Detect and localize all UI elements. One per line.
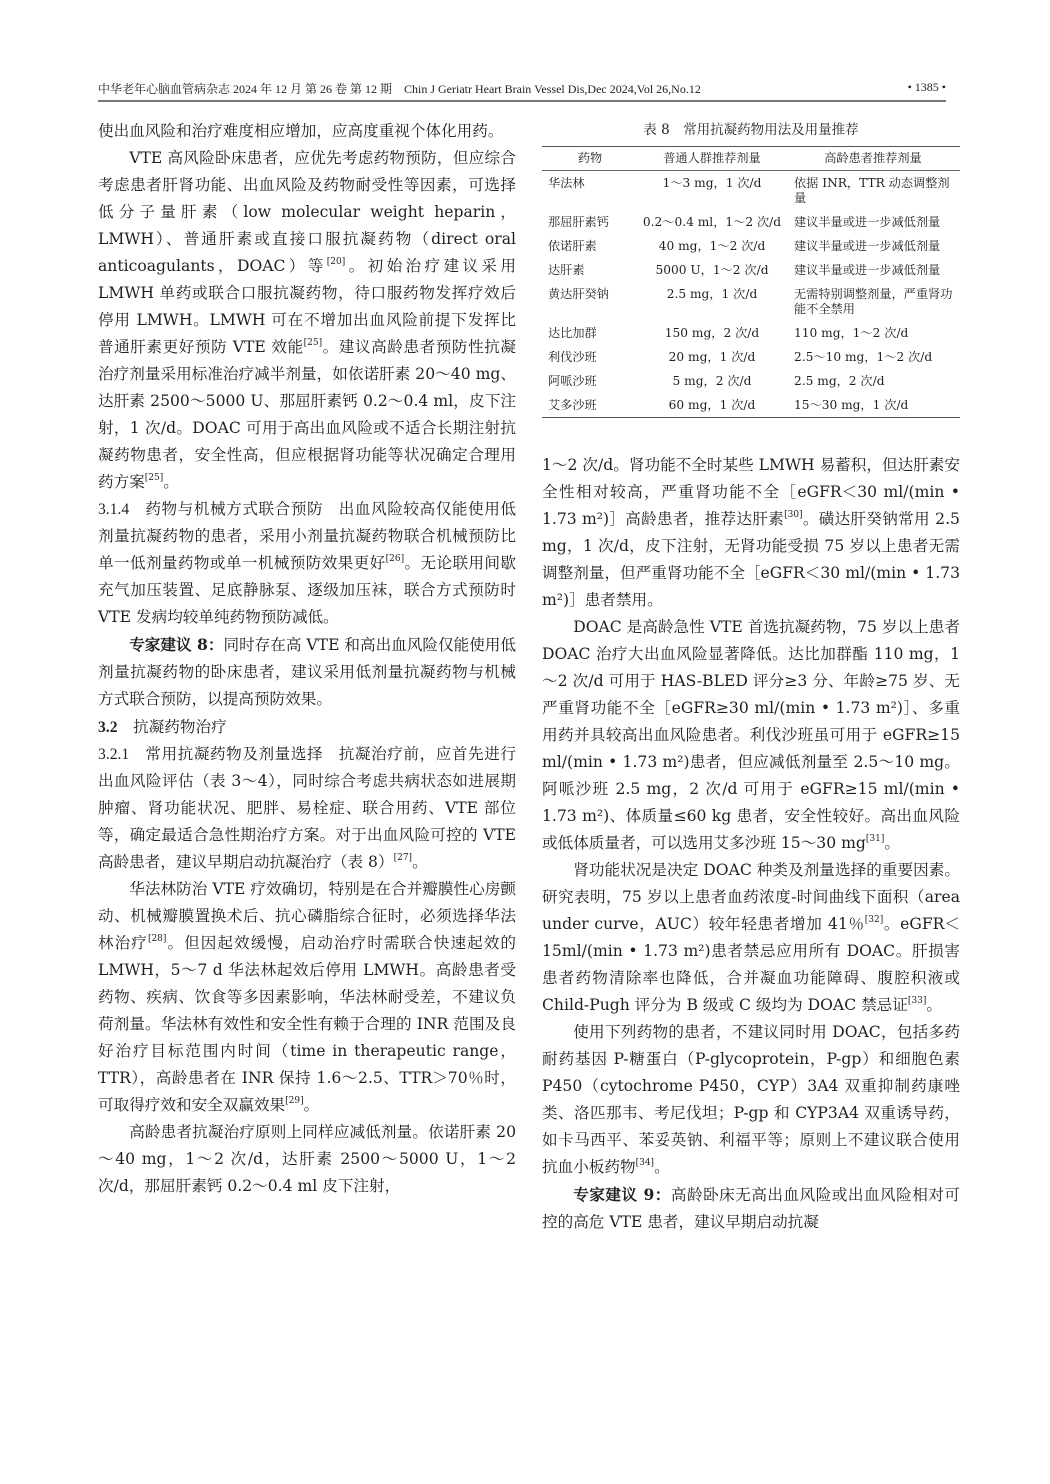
paragraph-text: 。eGFR＜15ml/(min • 1.73 m²)患者禁忌应用所有 DOAC。肝损害患者药物清除率也降低，合并凝血功能障碍、腹腔积液或 Child-Pugh 评分为 B 级或 C 级均为 DOAC 禁忌证 — [542, 915, 960, 1014]
paragraph-text: 使用下列药物的患者，不建议同时用 DOAC，包括多药耐药基因 P-糖蛋白（P-glycoprotein，P-gp）和细胞色素 P450（cytochrome P450，CYP）3A4 双重抑制药康唑类、洛匹那韦、考尼伐坦；P-gp 和 CYP3A4 双重诱导药，如卡马西平、苯妥英钠、利福平等；原则上不建议联合使用抗血小板药物 — [542, 1023, 960, 1176]
table-row — [542, 369, 960, 393]
citation-ref[interactable]: [29] — [285, 1096, 304, 1106]
citation-ref[interactable]: [27] — [393, 853, 413, 863]
citation-ref[interactable]: [20] — [326, 257, 346, 267]
table-row — [542, 282, 960, 321]
table-row — [542, 234, 960, 258]
cell-drug: 华法林 — [548, 176, 585, 190]
cell-general-dose: 60 mg，1 次/d — [668, 398, 756, 412]
cell-elderly-dose: 2.5 mg，2 次/d — [794, 374, 885, 388]
cell-elderly-dose: 2.5～10 mg，1～2 次/d — [794, 350, 933, 364]
citation-ref[interactable]: [33] — [907, 996, 927, 1006]
paragraph-text: 。 — [926, 996, 942, 1014]
section-number: 3.2.1 — [98, 746, 130, 763]
paragraph — [542, 1019, 960, 1181]
cell-general-dose: 2.5 mg，1 次/d — [666, 287, 758, 301]
paragraph — [98, 876, 516, 1119]
paragraph-text: 抗凝治疗前，应首先进行出血风险评估（表 3～4），同时综合考虑共病状态如进展期肿瘤、肾功能状况、肥胖、易栓症、联合用药、VTE 部位等，确定最适合急性期治疗方案。对于出血风险可控的 VTE 高龄患者，建议早期启动抗凝治疗（表 8） — [98, 745, 516, 871]
recommendation-text: 同时存在高 VTE 和高出血风险仅能使用低剂量抗凝药物的卧床患者，建议采用低剂量抗凝药物与机械方式联合预防，以提高预防效果。 — [98, 636, 516, 708]
cell-elderly-dose: 建议半量或进一步减低剂量 — [794, 263, 941, 277]
table-header-row — [542, 147, 960, 171]
paragraph — [98, 118, 516, 145]
paragraph-text: 。但因起效缓慢，启动治疗时需联合快速起效的 LMWH，5～7 d 华法林起效后停用 LMWH。高龄患者受药物、疾病、饮食等多因素影响，华法林耐受差，不建议负荷剂量。华法林有效性和安全性有赖于合理的 INR 范围及良好治疗目标范围内时间（time in therapeutic range，TTR），高龄患者在 INR 保持 1.6～2.5、TTR＞70％时，可取得疗效和安全双赢效果 — [98, 934, 516, 1114]
citation-ref[interactable]: [34] — [635, 1158, 655, 1168]
paragraph-text: 1～2 次/d。肾功能不全时某些 LMWH 易蓄积，但达肝素安全性相对较高，严重肾功能不全［eGFR＜30 ml/(min • 1.73 m²)］高龄患者，推荐达肝素 — [542, 456, 960, 528]
cell-elderly-dose: 依据 INR，TTR 动态调整剂量 — [794, 176, 950, 205]
cell-drug: 依诺肝素 — [548, 239, 597, 253]
dosage-table — [542, 146, 960, 418]
cell-general-dose: 40 mg，1～2 次/d — [658, 239, 766, 253]
citation-ref[interactable]: [28] — [147, 934, 167, 944]
paragraph-text: 。 — [884, 834, 900, 852]
column-header-general-dose: 普通人群推荐剂量 — [638, 147, 786, 171]
paragraph-text: DOAC 是高龄急性 VTE 首选抗凝药物，75 岁以上患者 DOAC 治疗大出血风险显著降低。达比加群酯 110 mg，1～2 次/d 可用于 HAS-BLED 评分≥3 分、年龄≥75 岁、无严重肾功能不全［eGFR≥30 ml/(min • 1.73 m²)］、多重用药并具较高出血风险患者。利伐沙班虽可用于 eGFR≥15 ml/(min • 1.73 m²)患者，但应减低剂量至 2.5～10 mg。阿哌沙班 2.5 mg，2 次/d 可用于 eGFR≥15 ml/(min • 1.73 m²)、体质量≤60 kg 患者，安全性较好。高出血风险或低体质量者，可以选用艾多沙班 15～30 mg — [542, 618, 960, 852]
cell-drug: 那屈肝素钙 — [548, 215, 609, 229]
cell-general-dose: 150 mg，2 次/d — [664, 326, 760, 340]
cell-drug: 黄达肝癸钠 — [548, 287, 609, 301]
paragraph-text: 。 — [303, 1096, 320, 1114]
table-row — [542, 321, 960, 345]
section-title: 抗凝药物治疗 — [133, 718, 227, 736]
recommendation-label: 专家建议 8： — [129, 635, 224, 654]
table-row — [542, 258, 960, 282]
right-column — [542, 452, 960, 1236]
paragraph-text: 。 — [412, 853, 428, 871]
header-divider — [98, 100, 946, 102]
paragraph-text: 高龄患者抗凝治疗原则上同样应减低剂量。依诺肝素 20～40 mg，1～2 次/d，达肝素 2500～5000 U，1～2 次/d，那屈肝素钙 0.2～0.4 ml 皮下注射， — [98, 1123, 516, 1195]
table-row — [542, 210, 960, 234]
section-title: 药物与机械方式联合预防 — [144, 500, 324, 518]
expert-recommendation-8 — [98, 631, 516, 713]
cell-elderly-dose: 110 mg，1～2 次/d — [794, 326, 909, 340]
paragraph — [542, 452, 960, 614]
cell-drug: 达肝素 — [548, 263, 585, 277]
expert-recommendation-9 — [542, 1181, 960, 1236]
page-number: • 1385 • — [907, 80, 946, 94]
table-caption — [542, 118, 960, 142]
table-row — [542, 171, 960, 211]
paragraph — [542, 614, 960, 857]
citation-ref[interactable]: [30] — [784, 510, 803, 520]
section-3-2-1 — [98, 741, 516, 876]
paragraph-text: 出血风险较高仅能使用低剂量抗凝药物的患者，采用小剂量抗凝药物联合机械预防比单一低剂量药物或单一机械预防效果更好 — [98, 500, 516, 572]
citation-ref[interactable]: [25] — [144, 473, 164, 483]
cell-general-dose: 5 mg，2 次/d — [672, 374, 752, 388]
section-3-1-4 — [98, 496, 516, 631]
citation-ref[interactable]: [25] — [303, 338, 323, 348]
journal-citation: 中华老年心脑血管病杂志 2024 年 12 月 第 26 卷 第 12 期 Chin J Geriatr Heart Brain Vessel Dis,Dec 2024,Vol 26,No.12 — [98, 82, 701, 96]
table-8 — [542, 118, 960, 418]
table-row — [542, 393, 960, 418]
cell-drug: 阿哌沙班 — [548, 374, 597, 388]
cell-elderly-dose: 建议半量或进一步减低剂量 — [794, 239, 941, 253]
paragraph-text: 。磺达肝癸钠常用 2.5 mg，1 次/d，皮下注射，无肾功能受损 75 岁以上患者无需调整剂量，但严重肾功能不全［eGFR＜30 ml/(min • 1.73 m²)］患者禁用。 — [542, 510, 960, 609]
section-number: 3.2 — [98, 719, 118, 736]
paragraph — [98, 145, 516, 496]
paragraph — [542, 857, 960, 1019]
citation-ref[interactable]: [32] — [864, 915, 884, 925]
paragraph-text: 使出血风险和治疗难度相应增加，应高度重视个体化用药。 — [98, 122, 504, 140]
running-header — [98, 78, 946, 98]
left-column — [98, 118, 516, 1200]
paragraph-text: 。 — [163, 473, 179, 491]
column-header-elderly-dose: 高龄患者推荐剂量 — [786, 147, 960, 171]
cell-drug: 艾多沙班 — [548, 398, 597, 412]
section-heading-3-2 — [98, 713, 516, 741]
paragraph-text: 。建议高龄患者预防性抗凝治疗剂量采用标准治疗减半剂量，如依诺肝素 20～40 mg、达肝素 2500～5000 U、那屈肝素钙 0.2～0.4 ml，皮下注射，1 次/d。DOAC 可用于高出血风险或不适合长期注射抗凝药物患者，安全性高，但应根据肾功能等状况确定合理用药方案 — [98, 338, 516, 491]
paragraph — [98, 1119, 516, 1200]
paragraph-text: 。 — [654, 1158, 670, 1176]
table-title: 常用抗凝药物用法及用量推荐 — [683, 122, 859, 138]
paragraph-text: 华法林防治 VTE 疗效确切，特别是在合并瓣膜性心房颤动、机械瓣膜置换术后、抗心磷脂综合征时，必须选择华法林治疗 — [98, 880, 516, 952]
citation-ref[interactable]: [31] — [865, 834, 885, 844]
section-number: 3.1.4 — [98, 501, 130, 518]
paragraph-text: VTE 高风险卧床患者，应优先考虑药物预防，但应综合考虑患者肝肾功能、出血风险及药物耐受性等因素，可选择低分子量肝素（low molecular weight heparin，LMWH）、普通肝素或直接口服抗凝药物（direct oral anticoagulants，DOAC）等 — [98, 149, 516, 275]
paragraph-text: 肾功能状况是决定 DOAC 种类及剂量选择的重要因素。研究表明，75 岁以上患者血药浓度-时间曲线下面积（area under curve，AUC）较年轻患者增加 41％ — [542, 861, 960, 933]
cell-general-dose: 1～3 mg，1 次/d — [662, 176, 762, 190]
table-row — [542, 345, 960, 369]
cell-drug: 利伐沙班 — [548, 350, 597, 364]
section-title: 常用抗凝药物及剂量选择 — [144, 745, 324, 763]
cell-elderly-dose: 无需特别调整剂量，严重肾功能不全禁用 — [794, 287, 953, 316]
cell-general-dose: 5000 U，1～2 次/d — [655, 263, 769, 277]
cell-drug: 达比加群 — [548, 326, 597, 340]
cell-elderly-dose: 建议半量或进一步减低剂量 — [794, 215, 941, 229]
recommendation-label: 专家建议 9： — [573, 1185, 671, 1204]
table-number: 表 8 — [643, 122, 670, 138]
paragraph-text: 。无论联用间歇充气加压装置、足底静脉泵、逐级加压袜，联合方式预防时 VTE 发病均较单纯药物预防减低。 — [98, 554, 516, 626]
citation-ref[interactable]: [26] — [385, 554, 405, 564]
paragraph-text: 。初始治疗建议采用 LMWH 单药或联合口服抗凝药物，待口服药物发挥疗效后停用 LMWH。LMWH 可在不增加出血风险前提下发挥比普通肝素更好预防 VTE 效能 — [98, 257, 516, 356]
column-header-drug: 药物 — [542, 147, 638, 171]
cell-general-dose: 0.2～0.4 ml，1～2 次/d — [642, 215, 782, 229]
recommendation-text: 高龄卧床无高出血风险或出血风险相对可控的高危 VTE 患者，建议早期启动抗凝 — [542, 1186, 960, 1231]
cell-elderly-dose: 15～30 mg，1 次/d — [794, 398, 909, 412]
cell-general-dose: 20 mg，1 次/d — [668, 350, 756, 364]
